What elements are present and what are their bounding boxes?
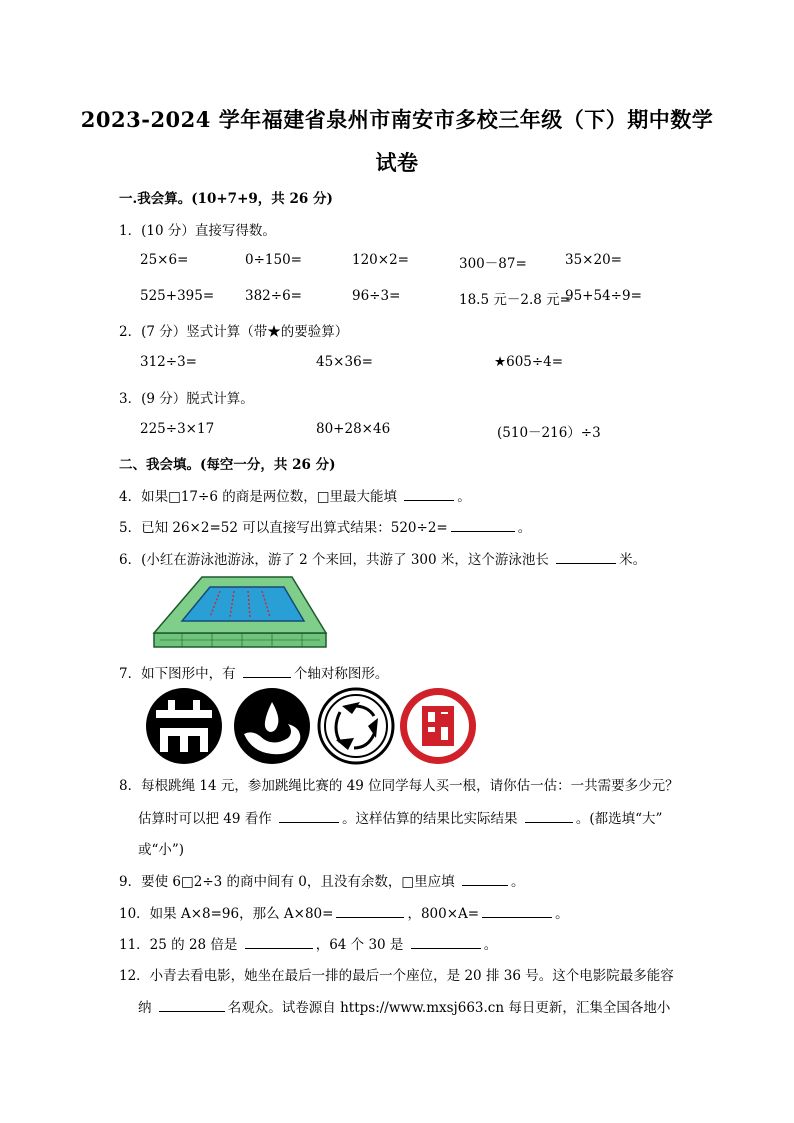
- q8-line2: [138, 807, 662, 827]
- q1-item: 25×6=: [140, 252, 189, 268]
- answer-blank[interactable]: [245, 936, 313, 949]
- q10-end: 。: [555, 906, 569, 922]
- page-title-line2: 试卷: [375, 150, 419, 175]
- q1-label: 1．(10 分）直接写得数。: [119, 223, 276, 239]
- q12-line2: [138, 996, 670, 1016]
- q9-end: 。: [510, 874, 525, 890]
- answer-blank[interactable]: [525, 810, 573, 823]
- q11: [119, 933, 497, 953]
- q1-item: 96÷3=: [352, 288, 401, 304]
- answer-blank[interactable]: [462, 873, 508, 886]
- q3-item: 80+28×46: [316, 421, 391, 437]
- answer-blank[interactable]: [451, 519, 515, 532]
- answer-blank[interactable]: [159, 999, 225, 1012]
- q10-text-a: 10．如果 A×8=96，那么 A×80=: [119, 906, 334, 922]
- q2-item: ★605÷4=: [494, 354, 564, 370]
- q2-label: 2．(7 分）竖式计算（带★的要验算）: [119, 324, 349, 340]
- answer-blank[interactable]: [279, 810, 339, 823]
- q7-end: 个轴对称图形。: [293, 666, 389, 682]
- q3-item: (510－216）÷3: [497, 425, 601, 441]
- q7-text: 7．如下图形中，有: [119, 666, 240, 682]
- answer-blank[interactable]: [411, 936, 481, 949]
- answer-blank[interactable]: [243, 665, 291, 678]
- q1-item: 95+54÷9=: [565, 288, 642, 304]
- q8-text-c: 。(都选填“大”: [575, 811, 663, 827]
- q9-text: 9．要使 6□2÷3 的商中间有 0，且没有余数，□里应填: [119, 874, 459, 890]
- section2-heading: 二、我会填。(每空一分，共 26 分): [119, 457, 336, 473]
- answer-blank[interactable]: [556, 551, 616, 564]
- q10: [119, 902, 569, 922]
- section1-heading: 一.我会算。(10+7+9，共 26 分): [119, 191, 333, 207]
- logo-4-image: [398, 686, 478, 766]
- q11-text-b: ，64 个 30 是: [315, 937, 408, 953]
- logo-2-image: [232, 686, 312, 766]
- q3-item: 225÷3×17: [140, 421, 215, 437]
- q12-text-b: 名观众。试卷源自 https://www.mxsj663.cn 每日更新，汇集全国各地小: [227, 1000, 671, 1016]
- page-title-line1: 2023-2024 学年福建省泉州市南安市多校三年级（下）期中数学: [80, 107, 714, 132]
- q6-text: 6．(小红在游泳池游泳，游了 2 个来回，共游了 300 米，这个游泳池长: [119, 552, 554, 568]
- q1-item: 18.5 元－2.8 元=: [459, 292, 571, 308]
- q2-item: 312÷3=: [140, 354, 197, 370]
- q12-text-a: 纳: [138, 1000, 156, 1016]
- q12-line1: 12．小青去看电影，她坐在最后一排的最后一个座位，是 20 排 36 号。这个电影院最多能容: [119, 968, 674, 984]
- q9: [119, 870, 524, 890]
- q1-item: 525+395=: [140, 288, 215, 304]
- q8-line1: 8．每根跳绳 14 元，参加跳绳比赛的 49 位同学每人买一根，请你估一估：一共需要多少元？: [119, 778, 679, 794]
- q5-end: 。: [517, 520, 532, 536]
- q6: [119, 548, 646, 568]
- q5-text: 5．已知 26×2=52 可以直接写出算式结果：520÷2=: [119, 520, 448, 536]
- q8-text-b: 。这样估算的结果比实际结果: [342, 811, 522, 827]
- q7: [119, 662, 388, 682]
- q5: [119, 516, 531, 536]
- q3-label: 3．(9 分）脱式计算。: [119, 391, 254, 407]
- q8-text-a: 估算时可以把 49 看作: [138, 811, 277, 827]
- q1-item: 120×2=: [352, 252, 409, 268]
- answer-blank[interactable]: [404, 488, 454, 501]
- q1-item: 300－87=: [459, 256, 527, 272]
- q6-end: 米。: [619, 552, 647, 568]
- q2-item: 45×36=: [316, 354, 373, 370]
- answer-blank[interactable]: [482, 905, 552, 918]
- q4-text: 4．如果□17÷6 的商是两位数，□里最大能填: [119, 489, 402, 505]
- q8-line3: 或“小”): [138, 842, 185, 858]
- q11-end: 。: [483, 937, 498, 953]
- q1-item: 0÷150=: [245, 252, 302, 268]
- q4-end: 。: [457, 489, 471, 505]
- q10-text-b: ，800×A=: [407, 906, 480, 922]
- q1-item: 35×20=: [565, 252, 622, 268]
- swimming-pool-image: [152, 573, 328, 649]
- q1-item: 382÷6=: [245, 288, 302, 304]
- logo-1-image: [144, 686, 224, 766]
- answer-blank[interactable]: [336, 905, 404, 918]
- q11-text-a: 11．25 的 28 倍是: [119, 937, 242, 953]
- q4: [119, 485, 471, 505]
- logo-3-image: [316, 686, 396, 766]
